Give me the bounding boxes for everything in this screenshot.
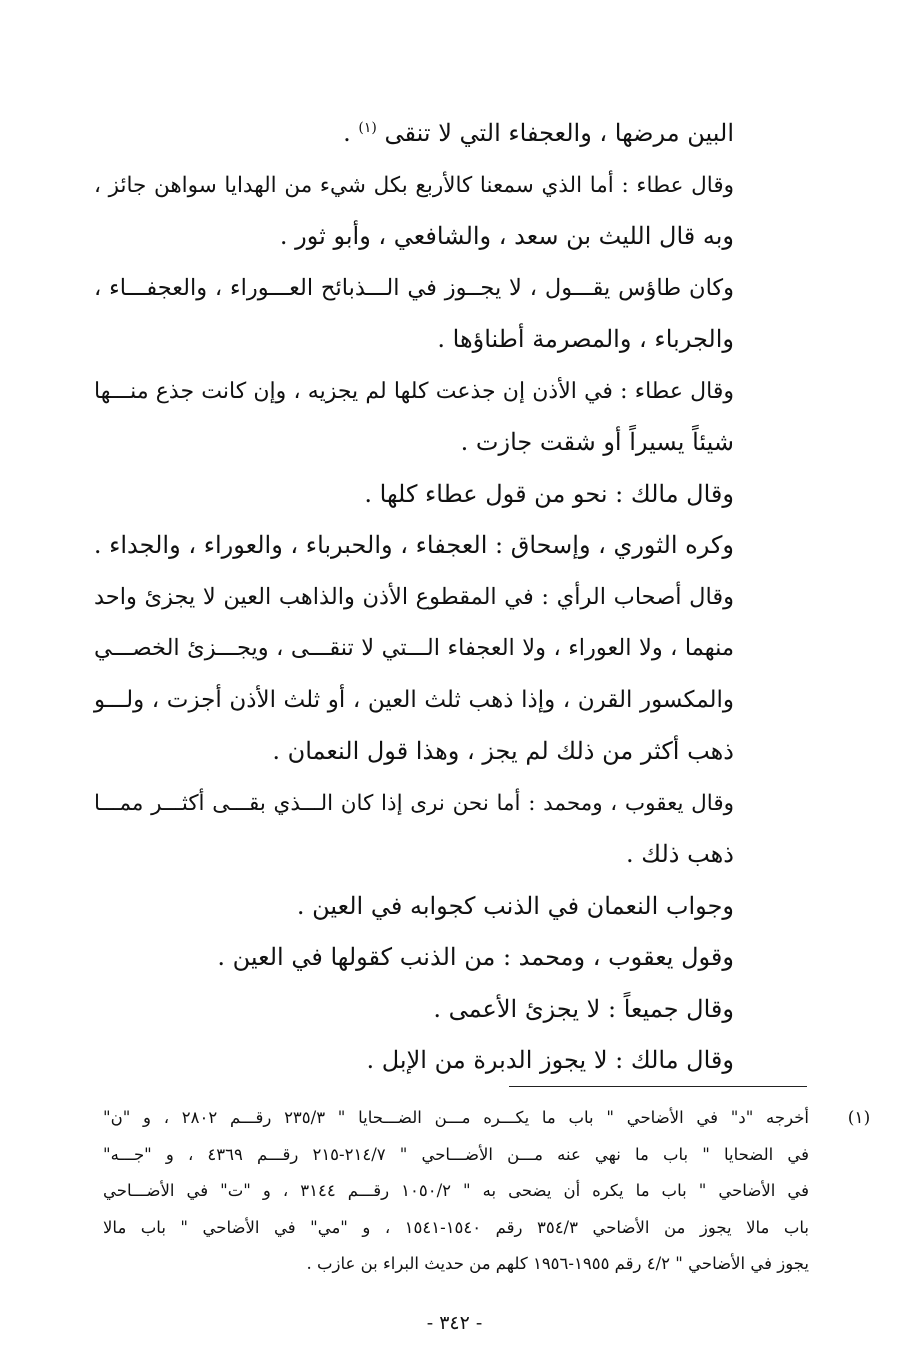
text-line-3: وبه قال الليث بن سعد ، والشافعي ، وأبو ثور .: [279, 222, 734, 250]
text-line-6: وقال عطاء : في الأذن إن جذعت كلها لم يجزيه ، وإن كانت جذع منـــها: [94, 378, 734, 404]
text-line-2: وقال عطاء : أما الذي سمعنا كالأربع بكل شيء من الهدايا سواهن جائز ،: [94, 172, 734, 198]
footnote-line-2: في الضحايا " باب ما نهي عنه مـــن الأضـــاحي " ٢١٤/٧-٢١٥ رقـــم ٤٣٦٩ ، و "جـــه": [103, 1144, 809, 1164]
text-line-1-content: البين مرضها ، والعجفاء التي لا تنقى: [384, 119, 734, 147]
text-line-14: وقال يعقوب ، ومحمد : أما نحن نرى إذا كان الـــذي بقـــى أكثـــر ممـــا: [94, 790, 734, 816]
text-line-10: وقال أصحاب الرأي : في المقطوع الأذن والذاهب العين لا يجزئ واحد: [94, 583, 734, 610]
text-line-5: والجرباء ، والمصرمة أطناؤها .: [437, 325, 734, 353]
footnote-block: [103, 1100, 871, 1283]
text-line-7: شيئاً يسيراً أو شقت جازت .: [460, 428, 734, 456]
footnote-line-3: في الأضاحي " باب ما يكره أن يضحى به " ١٠٥٠/٢ رقـــم ٣١٤٤ ، و "ت" في الأضـــاحي: [103, 1181, 810, 1200]
text-line-1: [94, 108, 734, 160]
footnote-line-1: أخرجه "د" في الأضاحي " باب ما يكـــره مـــن الضـــحايا " ٢٣٥/٣ رقـــم ٢٨٠٢ ، و "ن": [103, 1108, 809, 1127]
footnote-reference: (١): [358, 120, 377, 136]
text-line-1-end: .: [343, 119, 359, 147]
text-line-17: وقول يعقوب ، ومحمد : من الذنب كقولها في العين .: [217, 943, 734, 971]
text-line-15: ذهب ذلك .: [625, 840, 734, 868]
footnote-number: (١): [847, 1108, 871, 1128]
footnote-line-4: باب مالا يجوز من الأضاحي ٣٥٤/٣ رقم ١٥٤٠-١٥٤١ ، و "مي" في الأضاحي " باب مالا: [103, 1217, 809, 1237]
text-line-19: وقال مالك : لا يجوز الدبرة من الإبل .: [366, 1046, 734, 1074]
text-line-18: وقال جميعاً : لا يجزئ الأعمى .: [433, 994, 734, 1023]
text-line-9: وكره الثوري ، وإسحاق : العجفاء ، والحبرباء ، والعوراء ، والجداء .: [93, 531, 734, 559]
text-line-16: وجواب النعمان في الذنب كجوابه في العين .: [296, 891, 734, 920]
text-line-4: وكان طاؤس يقـــول ، لا يجــوز في الـــذبائح العـــوراء ، والعجفـــاء ،: [94, 274, 734, 301]
page-number: - ٣٤٢ -: [426, 1312, 483, 1334]
text-line-8: وقال مالك : نحو من قول عطاء كلها .: [364, 479, 734, 508]
footnote-separator: [509, 1086, 807, 1087]
text-line-12: والمكسور القرن ، وإذا ذهب ثلث العين ، أو ثلث الأذن أجزت ، ولـــو: [94, 686, 734, 713]
text-line-11: منهما ، ولا العوراء ، ولا العجفاء الـــتي لا تنقـــى ، ويجـــزئ الخصـــي: [94, 635, 734, 661]
main-text-block: [94, 108, 734, 1087]
text-line-13: ذهب أكثر من ذلك لم يجز ، وهذا قول النعمان .: [272, 737, 734, 765]
footnote-line-5: يجوز في الأضاحي " ٤/٢ رقم ١٩٥٥-١٩٥٦ كلهم من حديث البراء بن عازب .: [306, 1254, 809, 1273]
